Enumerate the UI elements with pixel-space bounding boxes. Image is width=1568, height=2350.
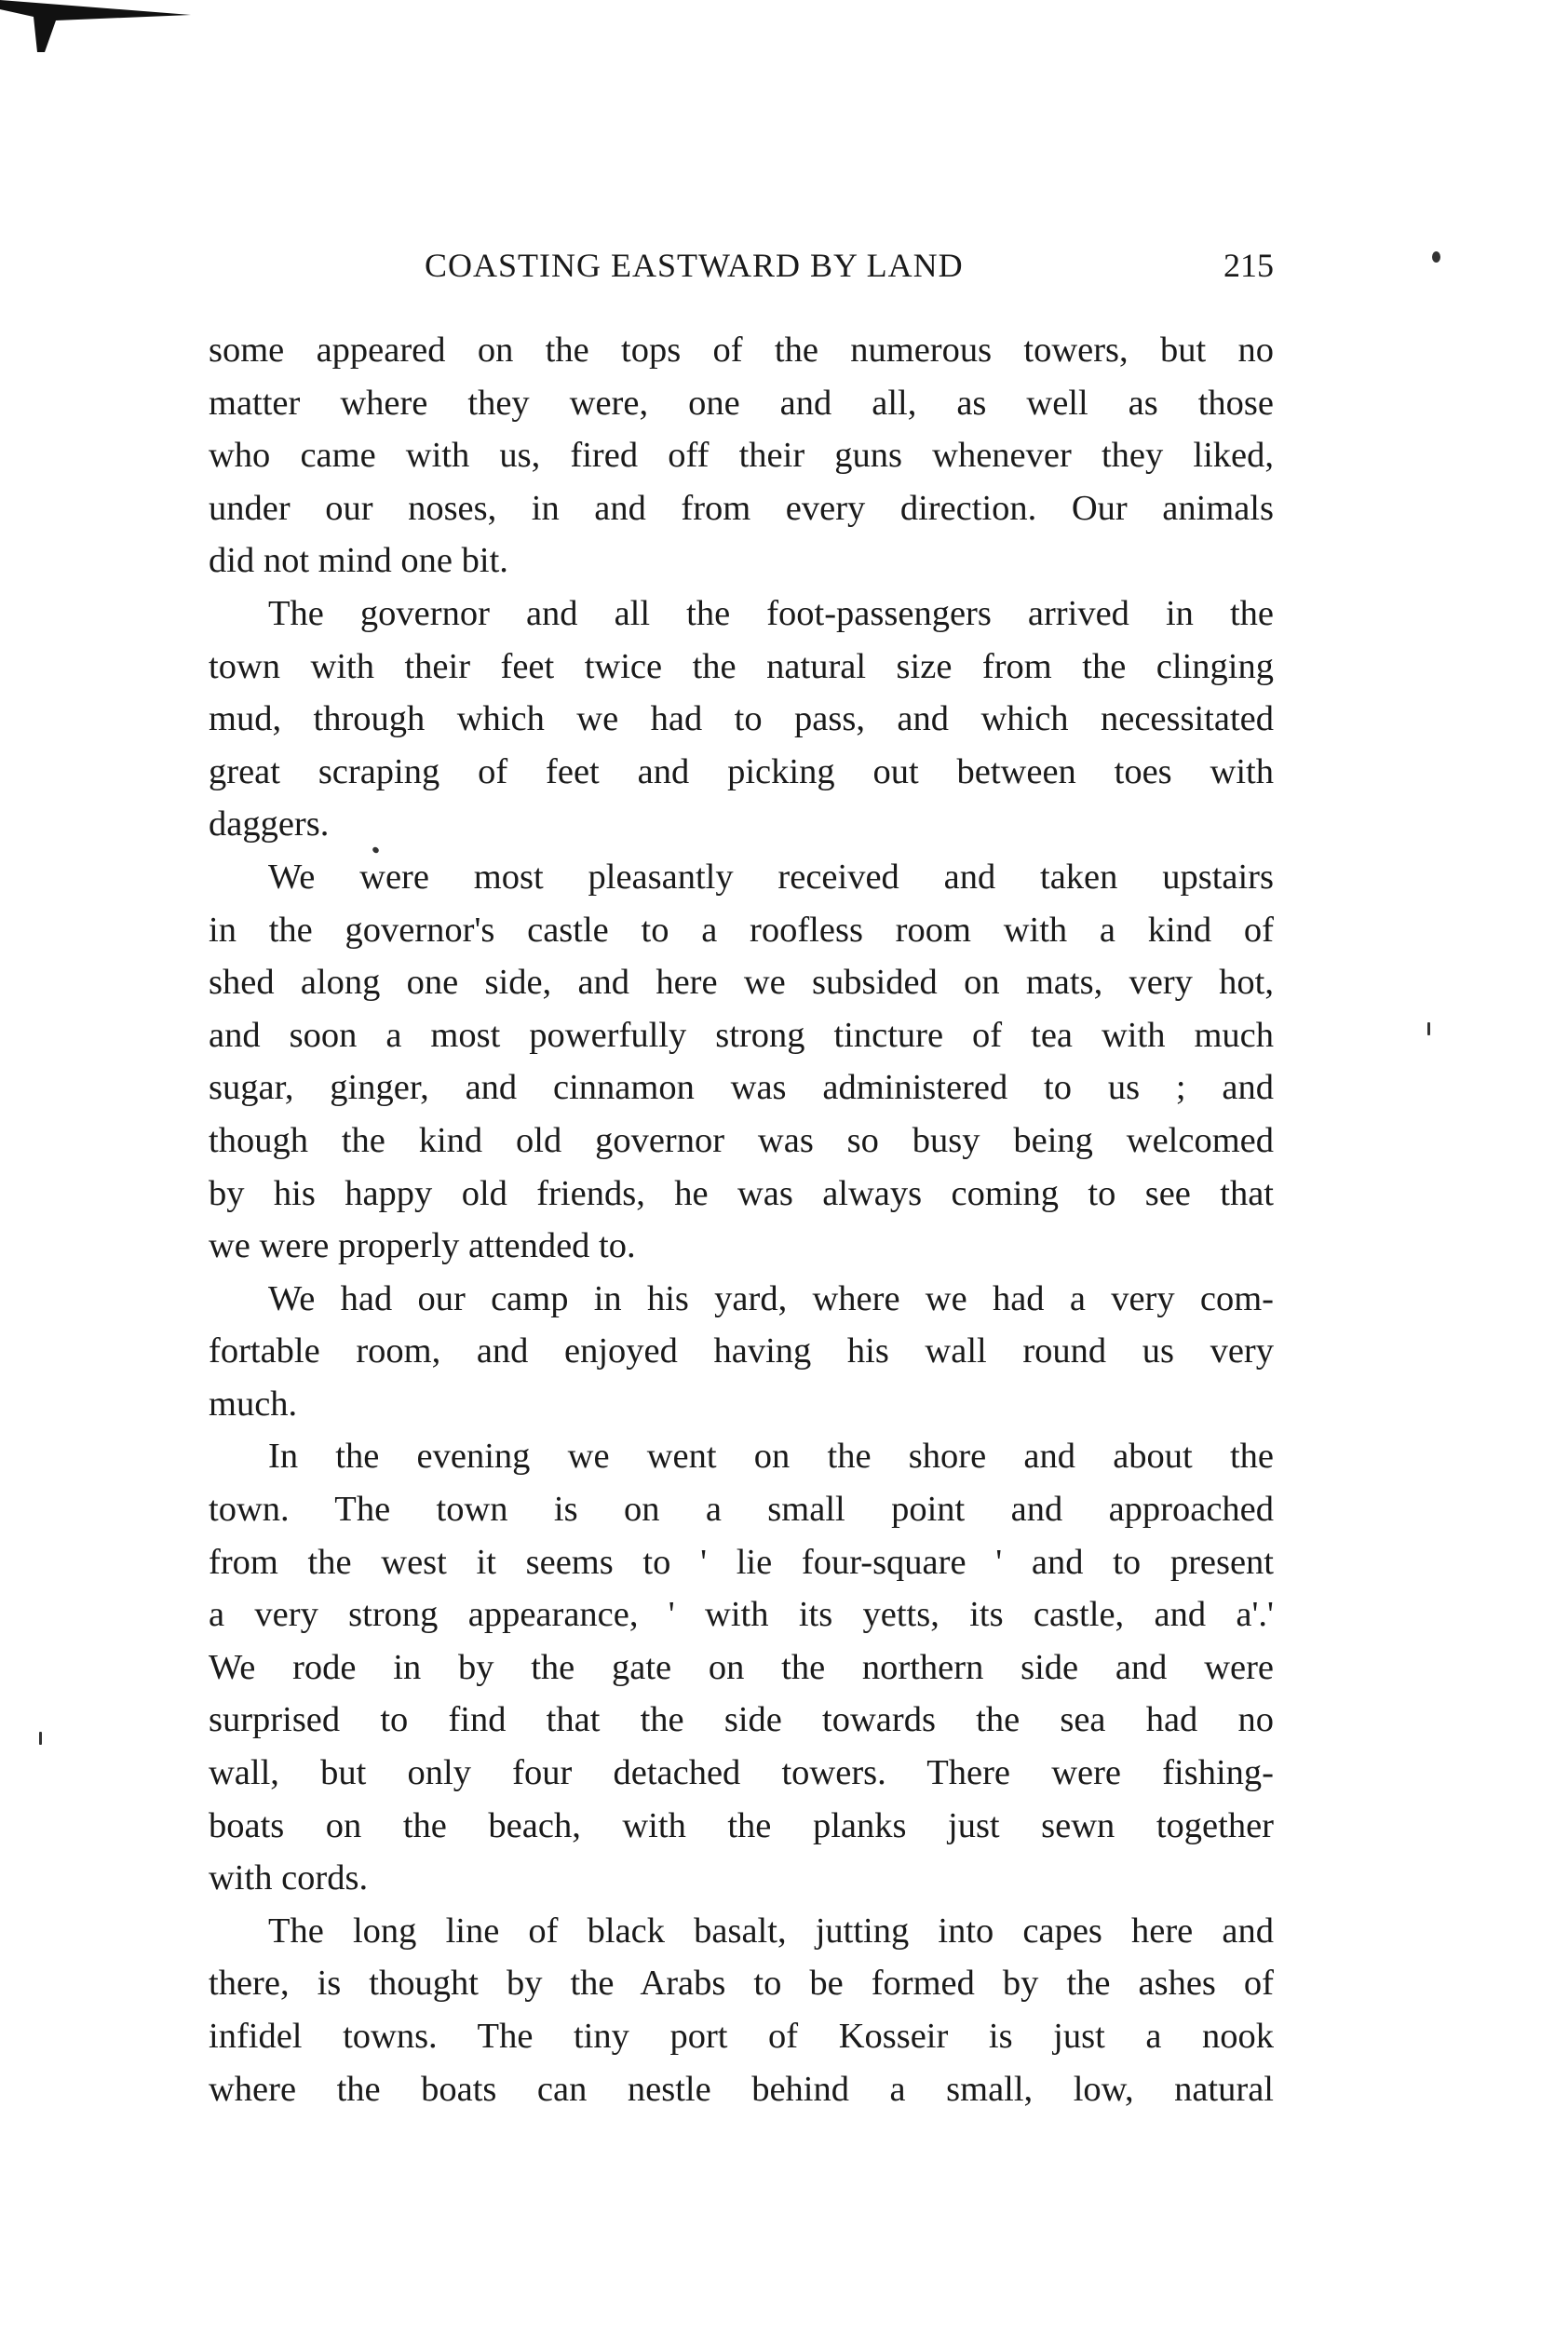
text-line: under our noses, in and from every direction. Our animals	[209, 488, 1274, 528]
text-line: though the kind old governor was so busy being welcomed	[209, 1120, 1274, 1160]
text-line: boats on the beach, with the planks just sewn together	[209, 1805, 1274, 1845]
paragraph	[209, 1273, 1274, 1431]
text-line: there, is thought by the Arabs to be formed by the ashes of	[209, 1964, 1274, 2004]
text-line: sugar, ginger, and cinnamon was administered to us ; and	[209, 1068, 1274, 1108]
text-line: The long line of black basalt, jutting into capes here and	[268, 1911, 1274, 1951]
text-line: where the boats can nestle behind a small, low, natural	[209, 2069, 1274, 2109]
paragraph	[209, 1905, 1274, 2115]
scan-edge-mark	[0, 0, 205, 56]
text-line: and soon a most powerfully strong tincture of tea with much	[209, 1015, 1274, 1055]
scan-speck	[39, 1732, 42, 1745]
page-number: 215	[1223, 247, 1274, 284]
text-line: with cords.	[209, 1858, 369, 1898]
page-header	[209, 238, 1274, 292]
paragraph	[209, 1430, 1274, 1904]
text-line: shed along one side, and here we subsided on mats, very hot,	[209, 963, 1274, 1003]
text-line: infidel towns. The tiny port of Kosseir is just a nook	[209, 2017, 1274, 2056]
scan-speck	[1427, 1022, 1430, 1035]
text-line: wall, but only four detached towers. There were fishing-	[209, 1753, 1274, 1793]
text-line: who came with us, fired off their guns whenever they liked,	[209, 436, 1274, 476]
text-line: matter where they were, one and all, as well as those	[209, 383, 1274, 423]
running-title: COASTING EASTWARD BY LAND	[425, 247, 964, 284]
text-line: surprised to find that the side towards the sea had no	[209, 1700, 1274, 1740]
scan-speck	[1432, 251, 1440, 263]
text-line: We were most pleasantly received and taken upstairs	[268, 857, 1274, 897]
text-line: We had our camp in his yard, where we had a very com-	[268, 1278, 1274, 1318]
text-line: The governor and all the foot-passengers arrived in the	[268, 593, 1274, 633]
text-line: town. The town is on a small point and approached	[209, 1490, 1274, 1530]
text-line: some appeared on the tops of the numerous towers, but no	[209, 331, 1274, 370]
text-line: from the west it seems to ' lie four-square ' and to present	[209, 1542, 1274, 1582]
text-line: fortable room, and enjoyed having his wall round us very	[209, 1331, 1274, 1371]
text-line: In the evening we went on the shore and about the	[268, 1437, 1274, 1477]
paragraph	[209, 851, 1274, 1273]
text-line: a very strong appearance, ' with its yetts, its castle, and a'.'	[209, 1595, 1274, 1635]
text-line: town with their feet twice the natural size from the clinging	[209, 646, 1274, 686]
text-line: great scraping of feet and picking out between toes with	[209, 751, 1274, 791]
body-text	[209, 324, 1274, 2115]
text-line: We rode in by the gate on the northern side and were	[209, 1647, 1274, 1687]
text-line: we were properly attended to.	[209, 1226, 636, 1266]
text-line: much.	[209, 1384, 298, 1424]
paragraph	[209, 324, 1274, 588]
text-line: in the governor's castle to a roofless room with a kind of	[209, 910, 1274, 950]
text-line: did not mind one bit.	[209, 541, 508, 581]
text-line: daggers.	[209, 804, 330, 844]
paragraph	[209, 588, 1274, 851]
text-line: by his happy old friends, he was always coming to see that	[209, 1173, 1274, 1213]
text-line: mud, through which we had to pass, and which necessitated	[209, 699, 1274, 739]
